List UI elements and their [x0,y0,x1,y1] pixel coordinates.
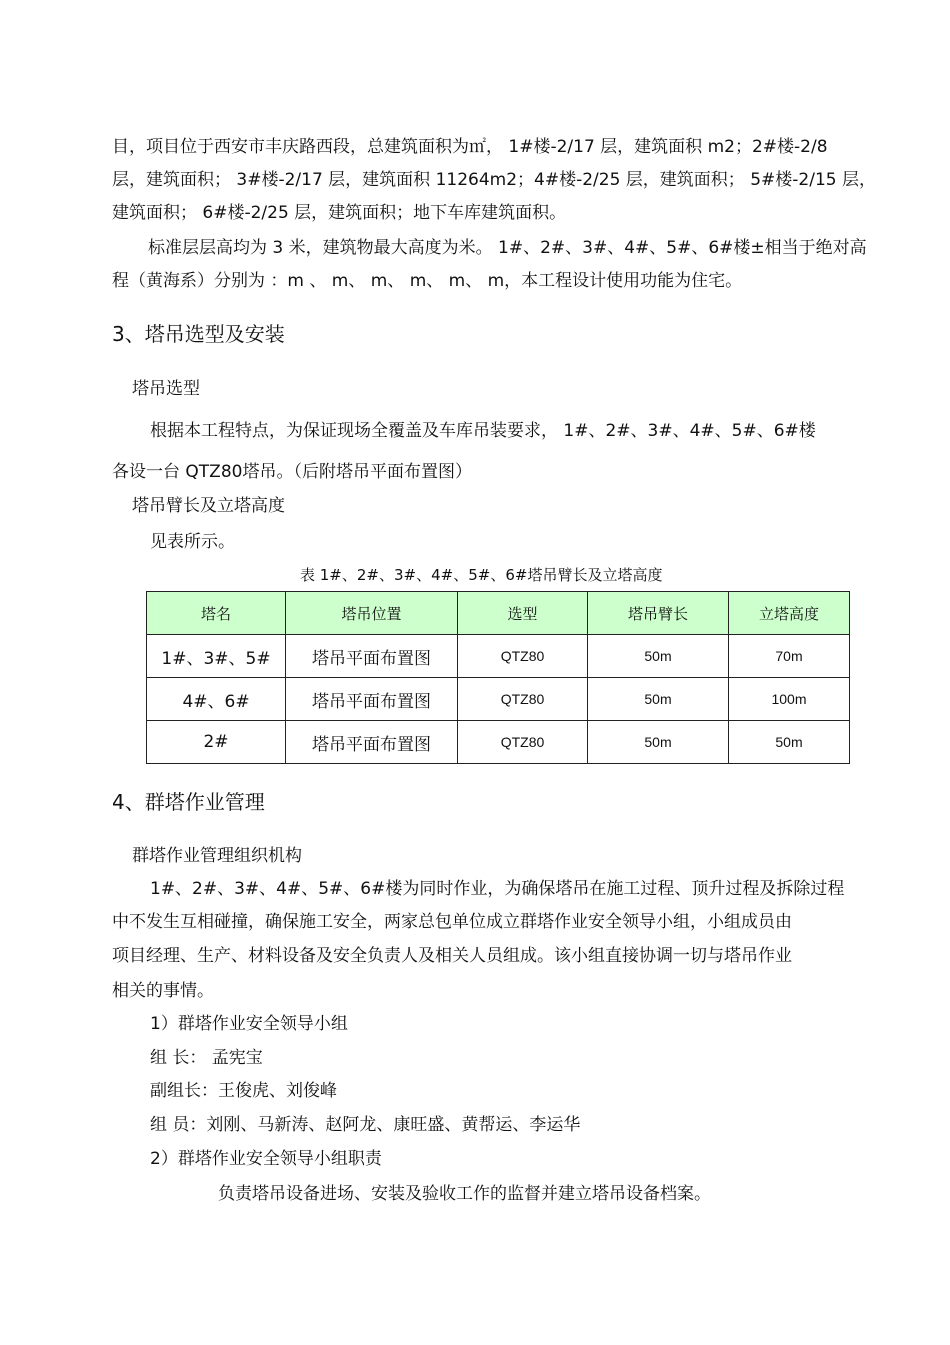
intro-line-2: 层，建筑面积； 3#楼-2/17 层，建筑面积 11264m2；4#楼-2/25 层，建筑面积； 5#楼-2/15 层， [112,170,876,190]
cell-tower-height: 50m [729,721,850,764]
section-3-subheading-crane-selection: 塔吊选型 [132,379,200,399]
intro-line-1: 目，项目位于西安市丰庆路西段，总建筑面积为㎡， 1#楼-2/17 层，建筑面积 m2；2#楼-2/8 [112,137,828,157]
cell-model: QTZ80 [458,678,588,721]
intro-line-4: 标准层层高均为 3 米，建筑物最大高度为米。 1#、2#、3#、4#、5#、6#楼±相当于绝对高 [148,238,867,258]
cell-tower-location: 塔吊平面布置图 [286,635,458,678]
section-4-title: 4、群塔作业管理 [112,790,265,814]
list-item-leader: 组 长： 孟宪宝 [150,1048,263,1068]
cell-model: QTZ80 [458,635,588,678]
cell-tower-location: 塔吊平面布置图 [286,678,458,721]
header-tower-name: 塔名 [147,592,286,635]
section-3-para-line-2: 各设一台 QTZ80塔吊。（后附塔吊平面布置图） [112,462,472,482]
list-item-members: 组 员：刘刚、马新涛、赵阿龙、康旺盛、黄帮运、李运华 [150,1115,581,1135]
section-3-para-line-1: 根据本工程特点，为保证现场全覆盖及车库吊装要求， 1#、2#、3#、4#、5#、6#楼 [150,421,816,441]
list-item-vice-leader: 副组长：王俊虎、刘俊峰 [150,1081,337,1101]
table-row [147,678,850,721]
section-3-subheading-arm-height: 塔吊臂长及立塔高度 [132,496,285,516]
header-tower-location: 塔吊位置 [286,592,458,635]
cell-arm-length: 50m [588,678,729,721]
cell-arm-length: 50m [588,721,729,764]
section-4-para-line-4: 相关的事情。 [112,981,214,1001]
section-3-title: 3、塔吊选型及安装 [112,322,285,346]
cell-tower-name: 2# [147,721,286,764]
header-tower-height: 立塔高度 [729,592,850,635]
section-4-para-line-1: 1#、2#、3#、4#、5#、6#楼为同时作业，为确保塔吊在施工过程、顶升过程及拆除过程 [150,879,845,899]
header-model: 选型 [458,592,588,635]
table-row [147,635,850,678]
table-caption: 表 1#、2#、3#、4#、5#、6#塔吊臂长及立塔高度 [300,566,663,584]
list-item-safety-group: 1）群塔作业安全领导小组 [150,1014,348,1034]
cell-arm-length: 50m [588,635,729,678]
cell-tower-height: 100m [729,678,850,721]
section-4-para-line-3: 项目经理、生产、材料设备及安全负责人及相关人员组成。该小组直接协调一切与塔吊作业 [112,946,792,966]
cell-tower-height: 70m [729,635,850,678]
header-arm-length: 塔吊臂长 [588,592,729,635]
section-4-para-line-2: 中不发生互相碰撞，确保施工安全，两家总包单位成立群塔作业安全领导小组，小组成员由 [112,912,792,932]
table-header-row [147,592,850,635]
cell-model: QTZ80 [458,721,588,764]
section-4-subheading-org: 群塔作业管理组织机构 [132,846,302,866]
tower-crane-table [146,591,850,764]
list-item-duties: 2）群塔作业安全领导小组职责 [150,1149,382,1169]
duty-text: 负责塔吊设备进场、安装及验收工作的监督并建立塔吊设备档案。 [218,1184,711,1204]
cell-tower-location: 塔吊平面布置图 [286,721,458,764]
cell-tower-name: 1#、3#、5# [147,635,286,678]
cell-tower-name: 4#、6# [147,678,286,721]
intro-line-5: 程（黄海系）分别为 ：m 、 m、 m、 m、 m、 m，本工程设计使用功能为住宅。 [112,271,743,291]
intro-line-3: 建筑面积； 6#楼-2/25 层，建筑面积；地下车库建筑面积。 [112,203,567,223]
section-3-see-table: 见表所示。 [150,532,235,552]
table-row [147,721,850,764]
